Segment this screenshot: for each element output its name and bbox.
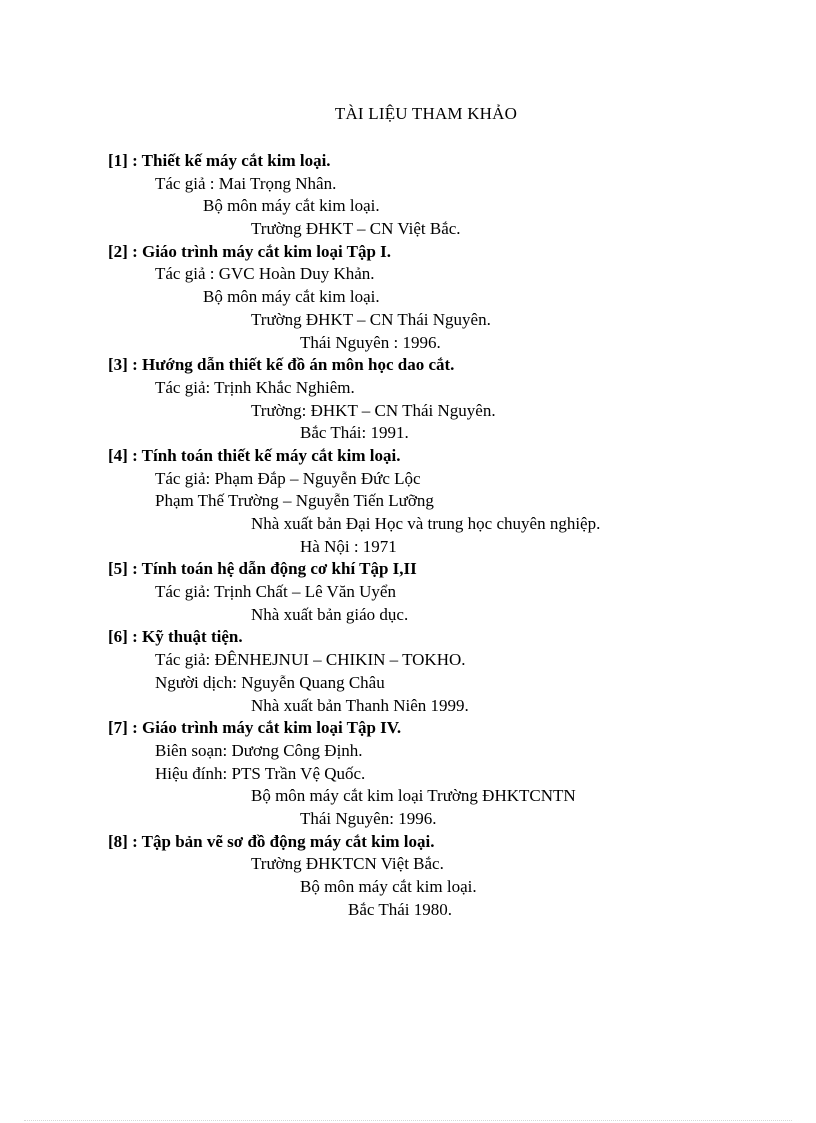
- reference-heading: [5] : Tính toán hệ dẫn động cơ khí Tập I,II: [108, 559, 417, 579]
- reference-detail-line: Trường ĐHKT – CN Thái Nguyên.: [251, 309, 491, 329]
- reference-detail-line: Bắc Thái: 1991.: [300, 423, 409, 443]
- reference-detail-line: Tác giả: ĐÊNHEJNUI – CHIKIN – TOKHO.: [155, 650, 466, 670]
- reference-detail-line: Nhà xuất bản Thanh Niên 1999.: [251, 695, 469, 715]
- reference-heading: [7] : Giáo trình máy cắt kim loại Tập IV.: [108, 718, 402, 738]
- reference-detail-line: Biên soạn: Dương Công Định.: [155, 740, 363, 760]
- reference-detail-line: Thái Nguyên : 1996.: [300, 332, 441, 352]
- reference-entry: [108, 558, 796, 626]
- reference-detail-line: Bộ môn máy cắt kim loại.: [203, 196, 380, 216]
- reference-list: [108, 150, 796, 921]
- reference-detail-line: Bộ môn máy cắt kim loại.: [203, 287, 380, 307]
- reference-detail-line: Người dịch: Nguyễn Quang Châu: [155, 672, 385, 692]
- reference-entry: [108, 717, 796, 830]
- reference-entry: [108, 445, 796, 558]
- reference-detail-line: Tác giả: Phạm Đắp – Nguyễn Đức Lộc: [155, 468, 421, 488]
- reference-heading: [8] : Tập bản vẽ sơ đồ động máy cắt kim loại.: [108, 831, 435, 851]
- reference-heading: [3] : Hướng dẫn thiết kế đồ án môn học dao cắt.: [108, 355, 455, 375]
- reference-detail-line: Bộ môn máy cắt kim loại Trường ĐHKTCNTN: [251, 786, 576, 806]
- reference-detail-line: Tác giả : GVC Hoàn Duy Khản.: [155, 264, 375, 284]
- reference-detail-line: Hiệu đính: PTS Trần Vệ Quốc.: [155, 763, 366, 783]
- reference-detail-line: Bộ môn máy cắt kim loại.: [300, 877, 477, 896]
- reference-detail-line: Bắc Thái 1980.: [348, 899, 453, 919]
- page-bottom-divider: [24, 1120, 792, 1121]
- reference-detail-line: Tác giả: Trịnh Chất – Lê Văn Uyển: [155, 582, 396, 602]
- reference-heading: [2] : Giáo trình máy cắt kim loại Tập I.: [108, 241, 392, 261]
- reference-detail-line: Thái Nguyên: 1996.: [300, 808, 437, 828]
- reference-entry: [108, 241, 796, 354]
- reference-entry: [108, 354, 796, 445]
- reference-detail-line: Nhà xuất bản giáo dục.: [251, 604, 409, 624]
- reference-detail-line: Phạm Thế Trường – Nguyễn Tiến Lưỡng: [155, 491, 434, 511]
- reference-heading: [4] : Tính toán thiết kế máy cắt kim loại.: [108, 445, 401, 465]
- reference-detail-line: Nhà xuất bản Đại Học và trung học chuyên nghiệp.: [251, 514, 601, 533]
- reference-detail-line: Tác giả : Mai Trọng Nhân.: [155, 173, 337, 193]
- reference-detail-line: Tác giả: Trịnh Khắc Nghiêm.: [155, 377, 355, 397]
- reference-heading: [6] : Kỹ thuật tiện.: [108, 627, 243, 647]
- reference-entry: [108, 831, 796, 922]
- reference-detail-line: Trường ĐHKT – CN Việt Bắc.: [251, 219, 461, 239]
- reference-detail-line: Trường ĐHKTCN Việt Bắc.: [251, 854, 444, 874]
- reference-entry: [108, 150, 796, 241]
- reference-detail-line: Trường: ĐHKT – CN Thái Nguyên.: [251, 400, 496, 420]
- reference-heading: [1] : Thiết kế máy cắt kim loại.: [108, 151, 331, 170]
- reference-entry: [108, 626, 796, 717]
- reference-detail-line: Hà Nội : 1971: [300, 536, 397, 556]
- page-title: TÀI LIỆU THAM KHẢO: [334, 104, 518, 123]
